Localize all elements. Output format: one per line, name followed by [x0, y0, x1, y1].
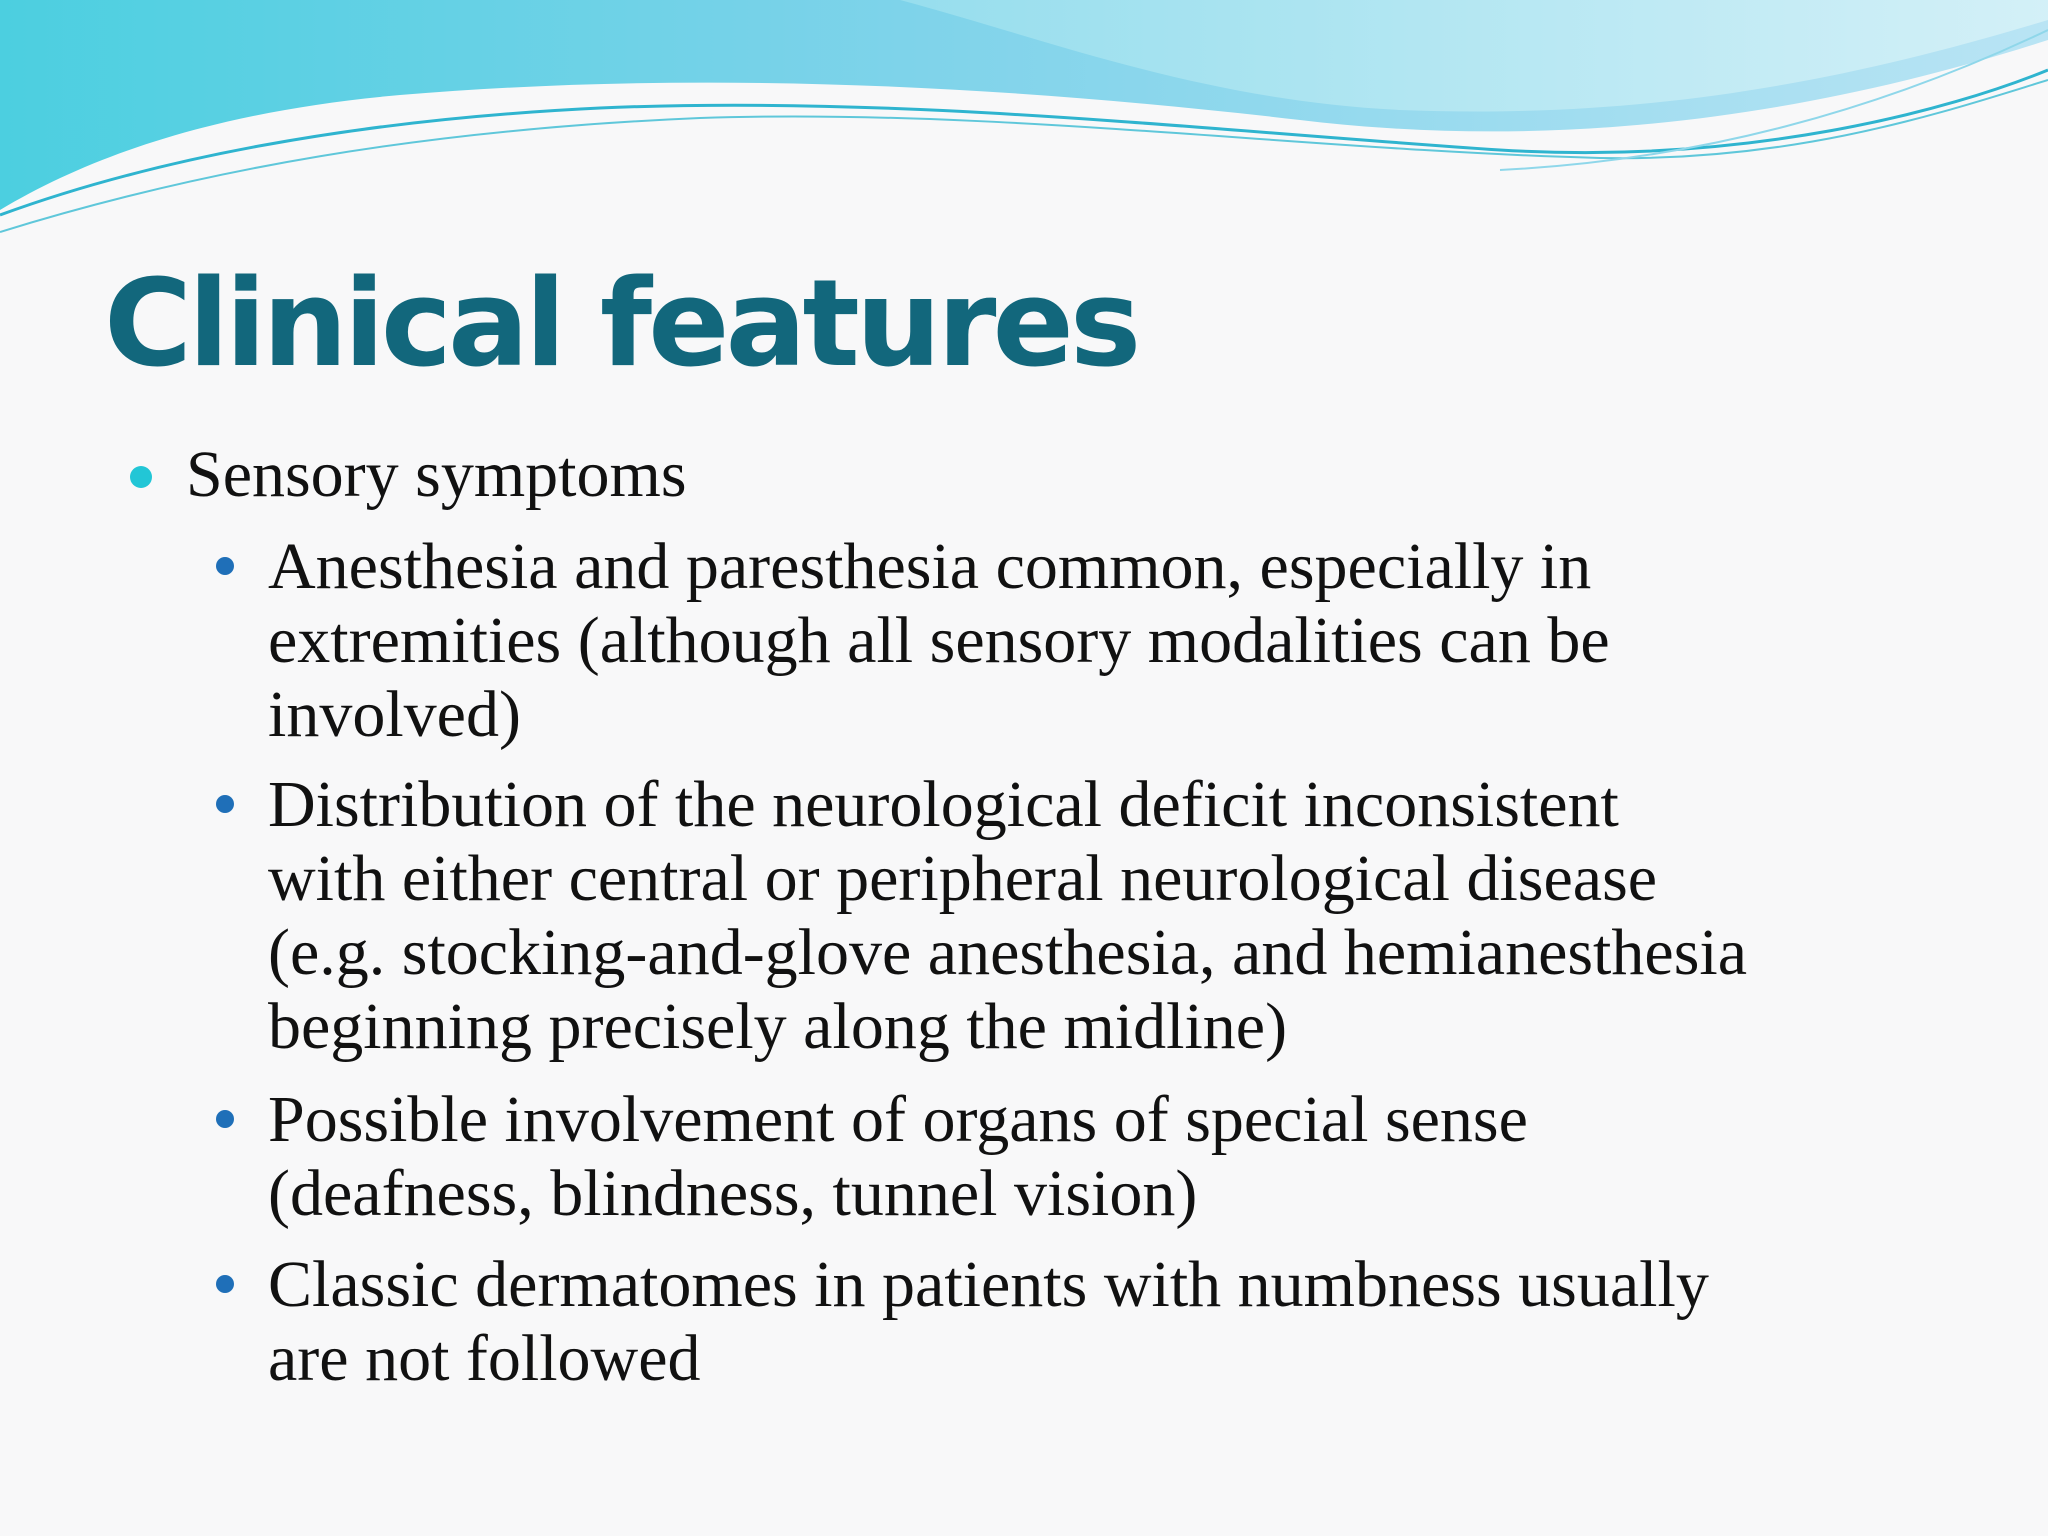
- bullet-line: Distribution of the neurological deficit inconsistent: [268, 768, 1619, 841]
- bullet-dot-level2: [216, 795, 234, 813]
- bullet-line: beginning precisely along the midline): [268, 990, 1288, 1063]
- bullet-level1-sensory-symptoms: Sensory symptoms: [186, 438, 687, 511]
- bullet-dot-level2: [216, 1110, 234, 1128]
- bullet-line: Classic dermatomes in patients with numbness usually: [268, 1248, 1709, 1321]
- bullet-line: extremities (although all sensory modalities can be: [268, 604, 1610, 677]
- bullet-dot-level2: [216, 1275, 234, 1293]
- bullet-dot-level1: [130, 466, 152, 488]
- decorative-wave-header: [0, 0, 2048, 240]
- bullet-item-distribution: [268, 768, 1988, 1064]
- bullet-item-dermatomes: [268, 1248, 1988, 1396]
- bullet-line: (deafness, blindness, tunnel vision): [268, 1157, 1198, 1230]
- bullet-item-anesthesia: [268, 530, 1988, 752]
- bullet-line: Anesthesia and paresthesia common, especially in: [268, 530, 1592, 603]
- bullet-line: involved): [268, 678, 521, 751]
- bullet-item-special-sense: [268, 1083, 1988, 1231]
- bullet-line: are not followed: [268, 1322, 701, 1395]
- bullet-line: with either central or peripheral neurological disease: [268, 842, 1658, 915]
- bullet-line: Possible involvement of organs of special sense: [268, 1083, 1528, 1156]
- slide-title: Clinical features: [104, 255, 1138, 394]
- bullet-dot-level2: [216, 557, 234, 575]
- bullet-line: (e.g. stocking-and-glove anesthesia, and hemianesthesia: [268, 916, 1748, 989]
